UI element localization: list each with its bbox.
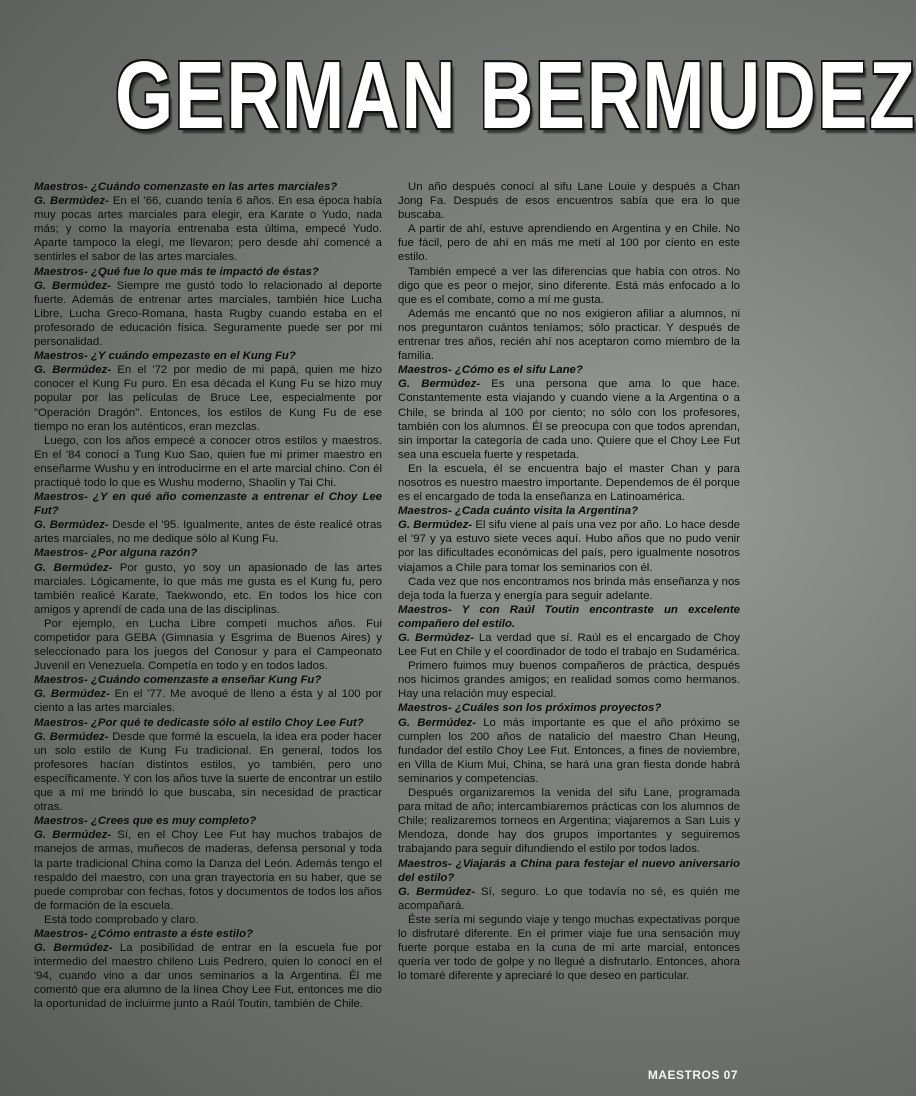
paragraph: Cada vez que nos encontramos nos brinda más enseñanza y nos deja toda la fuerza y energía para seguir adelante.: [398, 575, 740, 602]
interview-answer: [34, 941, 382, 1011]
interview-answer: [34, 279, 382, 349]
interview-question: Maestros- ¿Cómo es el sifu Lane?: [398, 364, 583, 377]
paragraph: Luego, con los años empecé a conocer otros estilos y maestros. En el '84 conocí a Tung Kuo Sao, quien fue mi primer maestro en enseñarme Wushu y en introducirme en el arte marcial chino. Con él practiqué todo lo que es Wushu moderno, Shaolin y Tai Chi.: [34, 434, 382, 489]
answer-text: El sifu viene al país una vez por año. Lo hace desde el '97 y ya estuvo siete veces aquí. Hubo años que no pudo venir por las dificultades económicas del país, pero igualmente nosotros viajamos a Chile para tomar los seminarios con él.: [398, 519, 740, 574]
speaker-label: G. Bermúdez-: [34, 561, 113, 574]
speaker-label: G. Bermúdez-: [34, 279, 111, 292]
interview-answer: [34, 363, 382, 433]
answer-text: Desde que formé la escuela, la idea era poder hacer un solo estilo de Kung Fu tradicional. En general, todos los profesores hacían distintos estilos, yo también, pero uno específicamente. Y con los años tuve la suerte de encontrar un estilo que a mí me brindó lo que buscaba, sin necesidad de practicar otras.: [34, 730, 382, 814]
interview-question: Maestros- ¿Por qué te dedicaste sólo al estilo Choy Lee Fut?: [34, 716, 364, 729]
paragraph: Primero fuimos muy buenos compañeros de práctica, después nos hicimos grandes amigos; en realidad somos como hermanos. Hay una relación muy especial.: [398, 660, 740, 701]
paragraph: En la escuela, él se encuentra bajo el master Chan y para nosotros es nuestro maestro importante. Dependemos de él porque es el encargado de toda la enseñanza en Latinoamérica.: [398, 462, 740, 504]
paragraph: Éste sería mi segundo viaje y tengo muchas expectativas porque lo disfrutaré diferente. En el primer viaje fue una sensación muy fuerte porque estaba en la cuna de mi arte marcial, entonces quería ver todo de golpe y no llegué a disfrutarlo. Entonces, ahora lo tomaré diferente y apreciaré lo que deseo en particular.: [398, 913, 740, 983]
interview-question: Maestros- ¿Qué fue lo que más te impactó de éstas?: [34, 265, 319, 278]
interview-answer: [34, 687, 382, 715]
speaker-label: G. Bermúdez-: [34, 829, 112, 842]
interview-answer: [34, 561, 382, 617]
answer-text: En el '66, cuando tenía 6 años. En esa época había muy pocas artes marciales para elegir, era Karate o Yudo, nada más; y como la mayoría entrenaba esta última, empecé Yudo. Aparte tampoco la elegí, me llevaron; pero desde ahí comencé a sentirles el sabor de las artes marciales.: [34, 195, 382, 264]
answer-text: Sí, en el Choy Lee Fut hay muchos trabajos de manejos de armas, muñecos de maderas, defensa personal y toda la parte tradicional China como la Danza del León. Además tengo el respaldo del maestro, con una gran trayectoria en su haber, que se puede comprobar con fechas, fotos y documentos de todos los años de formación de la escuela.: [34, 829, 382, 912]
speaker-label: G. Bermúdez-: [34, 195, 109, 208]
answer-text: Sí, seguro. Lo que todavía no sé, es quién me acompañará.: [398, 885, 740, 912]
interview-question: Maestros- ¿Cuáles son los próximos proyectos?: [398, 702, 662, 715]
paragraph: Está todo comprobado y claro.: [44, 913, 199, 926]
interview-question: Maestros- ¿Viajarás a China para festejar el nuevo aniversario del estilo?: [398, 857, 740, 884]
answer-text: Siempre me gustó todo lo relacionado al deporte fuerte. Además de entrenar artes marciales, también hice Lucha Libre, Lucha Greco-Romana, hasta Rugby cuando estaba en el profesorado de educación física. Seguramente puede ser por mi personalidad.: [34, 279, 382, 349]
paragraph: También empecé a ver las diferencias que había con otros. No digo que es peor o mejor, sino diferente. Está más enfocado a lo que es el combate, como a mí me gusta.: [398, 265, 740, 306]
paragraph: Después organizaremos la venida del sifu Lane, programada para mitad de año; intercambiaremos prácticas con los alumnos de Chile; realizaremos torneos en Argentina; viajaremos a San Luis y Mendoza, donde hay dos grupos importantes y seguiremos trabajando para seguir difundiendo el estilo por todos lados.: [398, 787, 740, 856]
paragraph: Un año después conocí al sifu Lane Louie y después a Chan Jong Fa. Después de esos encuentros sabía que era lo que buscaba.: [398, 181, 740, 222]
interview-answer: [34, 518, 382, 546]
answer-text: Lo más importante es que el año próximo se cumplen los 200 años de natalicio del maestro Chan Heung, fundador del estilo Choy Lee Fut. Entonces, a fines de noviembre, en Villa de Kium Mui, China, se hará una gran fiesta donde habrá seminarios y competencias.: [398, 716, 740, 785]
interview-answer: [34, 194, 382, 264]
speaker-label: G. Bermúdez-: [398, 378, 481, 391]
speaker-label: G. Bermúdez-: [398, 716, 477, 729]
answer-text: Es una persona que ama lo que hace. Constantemente esta viajando y cuando viene a la Argentina o a Chile, se brinda al 100 por ciento; no sólo con los profesores, también con los alumnos. Él se preocupa con que todos aprendan, sin importar la categoría de cada uno. Quiere que el Choy Lee Fut sea una escuela fuerte y respetada.: [398, 378, 740, 461]
interview-answer: [34, 828, 382, 913]
article-title: GERMAN BERMUDEZ: [115, 42, 916, 149]
paragraph: A partir de ahí, estuve aprendiendo en Argentina y en Chile. No fue fácil, pero de ahí en más me metí al 100 por ciento en este estilo.: [398, 223, 740, 264]
answer-text: Desde el '95. Igualmente, antes de éste realicé otras artes marciales, no me dedique sólo al Kung Fu.: [34, 519, 382, 546]
speaker-label: G. Bermúdez-: [34, 942, 113, 955]
paragraph: Por ejemplo, en Lucha Libre competí muchos años. Fui competidor para GEBA (Gimnasia y Esgrima de Buenos Aires) y seleccionado para los juegos del Conosur y para el Campeonato Juvenil en Venezuela. Competía en todo y en todos lados.: [34, 617, 382, 673]
interview-answer: [398, 885, 740, 913]
answer-text: En el '72 por medio de mi papá, quien me hizo conocer el Kung Fu puro. En esa década el Kung Fu se hizo muy popular por las películas de Bruce Lee, especialmente por "Operación Dragón". Entonces, los estilos de Kung Fu de ese tiempo no eran los auténticos, eran mezclas.: [34, 364, 382, 433]
interview-question: Maestros- Y con Raúl Toutin encontraste un excelente compañero del estilo.: [398, 603, 740, 630]
left-column: [34, 180, 382, 1070]
interview-question: Maestros- ¿Por alguna razón?: [34, 547, 198, 560]
paragraph: Además me encantó que no nos exigieron afiliar a alumnos, ni nos preguntaron cuántos teníamos; sólo practicar. Y después de entrenar tres años, recién ahí nos aceptaron como miembro de la familia.: [398, 307, 740, 363]
answer-text: La posibilidad de entrar en la escuela fue por intermedio del maestro chileno Luis Pedrero, quien lo conocí en el '94, cuando vino a dar unos seminarios a la Argentina. Él me comentó que era alumno de la línea Choy Lee Fut, entonces me dio la oportunidad de incluirme junto a Raúl Toutin, también de Chile.: [34, 942, 382, 1011]
answer-text: En el '77. Me avoqué de lleno a ésta y al 100 por ciento a las artes marciales.: [34, 688, 382, 715]
interview-question: Maestros- ¿Cuándo comenzaste en las artes marciales?: [34, 181, 338, 193]
page-footer: MAESTROS 07: [647, 1068, 738, 1082]
speaker-label: G. Bermúdez-: [398, 632, 474, 644]
interview-answer: [34, 730, 382, 815]
interview-answer: [398, 377, 740, 462]
interview-question: Maestros- ¿Y en qué año comenzaste a entrenar el Choy Lee Fut?: [34, 491, 382, 518]
speaker-label: G. Bermúdez-: [398, 885, 475, 898]
right-column: [398, 180, 740, 1070]
answer-text: La verdad que sí. Raúl es el encargado de Choy Lee Fut en Chile y el coordinador de todo el trabajo en Sudamérica.: [398, 632, 740, 659]
speaker-label: G. Bermúdez-: [34, 730, 109, 743]
interview-answer: [398, 518, 740, 574]
interview-answer: [398, 631, 740, 659]
interview-question: Maestros- ¿Y cuándo empezaste en el Kung Fu?: [34, 350, 296, 363]
interview-answer: [398, 716, 740, 786]
interview-question: Maestros- ¿Cada cuánto visita la Argentina?: [398, 505, 639, 518]
answer-text: Por gusto, yo soy un apasionado de las artes marciales. Lógicamente, lo que más me gusta es el Kung fu, pero también realicé Karate, Taekwondo, etc. En todos los hice con amigos y aprendí de cada una de las disciplinas.: [34, 561, 382, 616]
interview-question: Maestros- ¿Cómo entraste a éste estilo?: [34, 927, 254, 940]
speaker-label: G. Bermúdez-: [398, 519, 473, 532]
speaker-label: G. Bermúdez-: [34, 688, 110, 701]
speaker-label: G. Bermúdez-: [34, 519, 109, 532]
interview-question: Maestros- ¿Crees que es muy completo?: [34, 815, 257, 828]
interview-question: Maestros- ¿Cuándo comenzaste a enseñar Kung Fu?: [34, 674, 322, 687]
speaker-label: G. Bermúdez-: [34, 364, 112, 377]
